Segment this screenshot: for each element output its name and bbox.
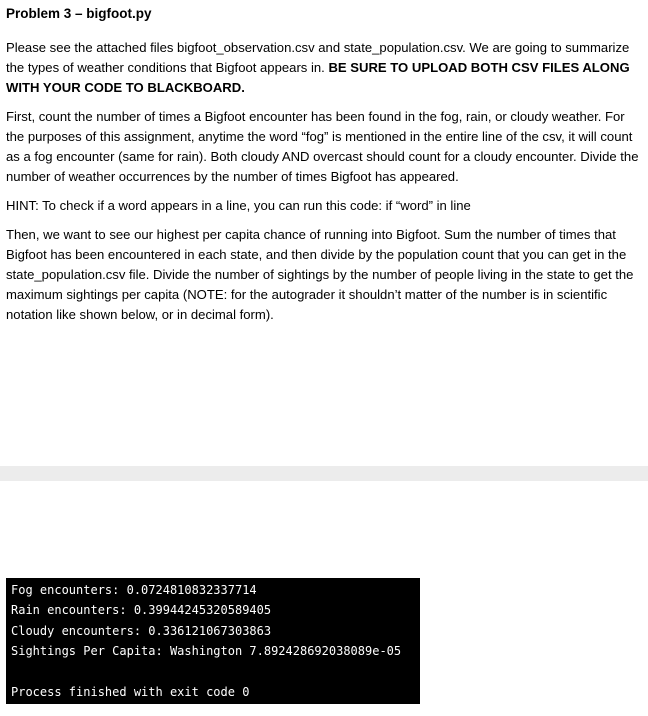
- page-separator: [0, 466, 648, 481]
- console-exit-message: Process finished with exit code 0: [11, 684, 250, 699]
- console-line-rain: Rain encounters: 0.39944245320589405: [11, 603, 272, 618]
- console-blank-line: [11, 662, 420, 682]
- instructions-per-capita-paragraph: Then, we want to see our highest per capita chance of running into Bigfoot. Sum the number of times that Bigfoot has been encountered in each state, and then divide by the population count that you can get in the state_population.csv file. Divide the number of sightings by the number of people living in the state to get the maximum sightings per capita (NOTE: for the autograder it shouldn’t matter of the number is in scientific notation like shown below, or in decimal form).: [6, 227, 634, 322]
- intro-text: Please see the attached files bigfoot_observation.csv and state_population.csv. We are going to summarize the types of weather conditions that Bigfoot appears in.: [6, 40, 630, 75]
- instructions-weather-paragraph: First, count the number of times a Bigfoot encounter has been found in the fog, rain, or cloudy weather. For the purposes of this assignment, anytime the word “fog” is mentioned in the entire line of the csv, it will count as a fog encounter (same for rain). Both cloudy AND overcast should count for a cloudy encounter. Divide the number of weather occurrences by the number of times Bigfoot has appeared.: [6, 109, 639, 184]
- problem-title: Problem 3 – bigfoot.py: [6, 6, 152, 21]
- console-line-per-capita: Sightings Per Capita: Washington 7.892428692038089e-05: [11, 644, 402, 659]
- document-page: [6, 0, 642, 325]
- console-line-cloudy: Cloudy encounters: 0.336121067303863: [11, 623, 272, 638]
- intro-paragraph: [6, 38, 642, 98]
- upload-warning: BE SURE TO UPLOAD BOTH CSV FILES ALONG WITH YOUR CODE TO BLACKBOARD.: [6, 60, 630, 95]
- hint-paragraph: HINT: To check if a word appears in a line, you can run this code: if “word” in line: [6, 198, 471, 213]
- console-output: [6, 578, 420, 704]
- console-line-fog: Fog encounters: 0.0724810832337714: [11, 583, 257, 597]
